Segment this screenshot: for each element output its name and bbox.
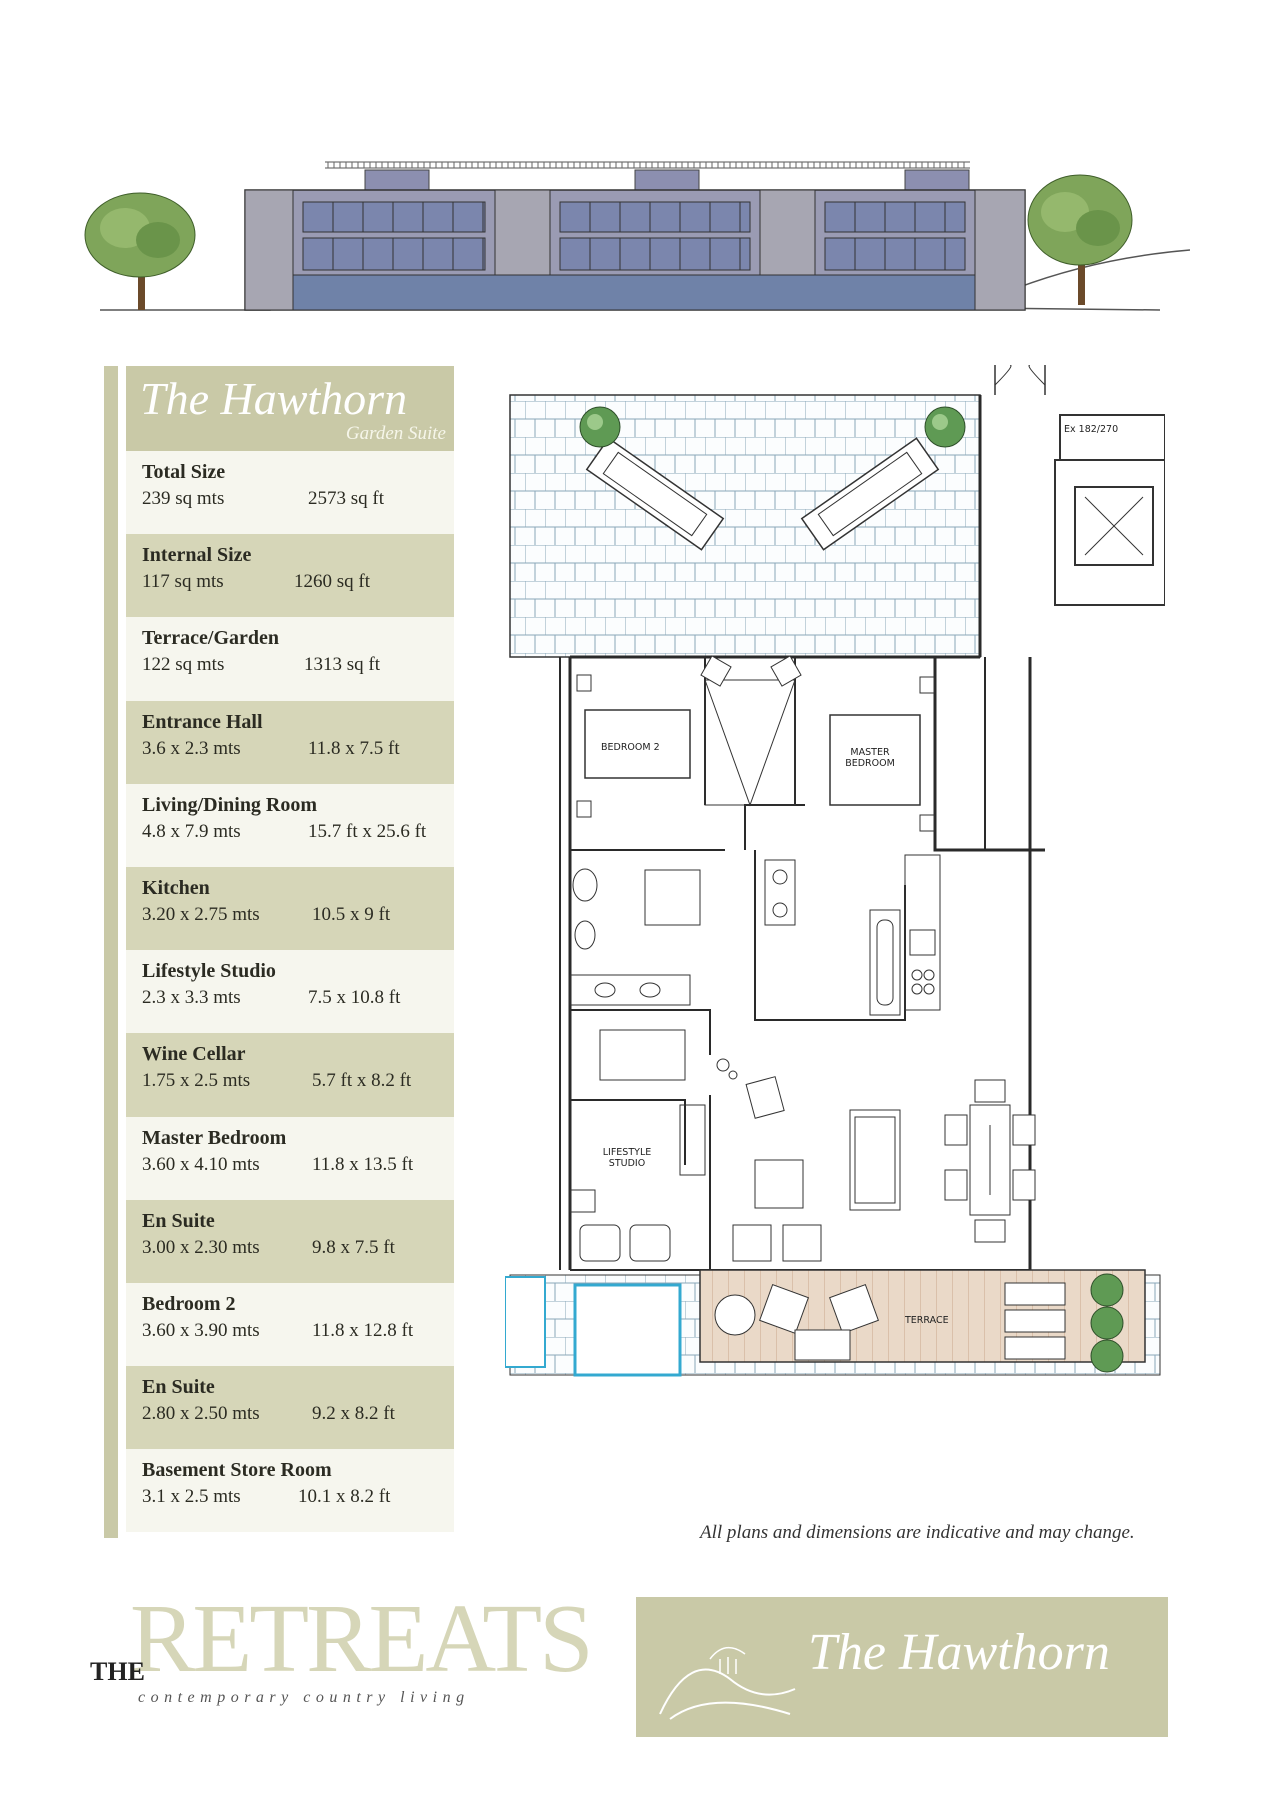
spec-label: Master Bedroom (142, 1126, 287, 1149)
spec-imperial: 5.7 ft x 8.2 ft (312, 1070, 412, 1092)
room-label-terrace: TERRACE (905, 1315, 949, 1326)
spec-imperial: 9.8 x 7.5 ft (312, 1236, 395, 1258)
plant-pot-icon (925, 407, 965, 447)
spec-metric: 1.75 x 2.5 mts (142, 1070, 251, 1092)
spec-metric: 3.60 x 3.90 mts (142, 1319, 260, 1341)
swan-emblem-icon (650, 1619, 800, 1729)
floor-plan-drawing (505, 365, 1165, 1500)
spec-row-kitchen (126, 867, 454, 950)
spec-imperial: 2573 sq ft (308, 488, 384, 509)
room-label-studio-line2: STUDIO (608, 1158, 646, 1169)
room-label-bedroom-2: BEDROOM 2 (601, 742, 660, 753)
spec-label: Basement Store Room (142, 1459, 332, 1482)
logo-prefix: THE (90, 1657, 145, 1686)
spec-imperial: 1313 sq ft (304, 654, 380, 676)
room-label-master-line2: BEDROOM (845, 758, 895, 769)
footer-banner (636, 1597, 1168, 1737)
spec-imperial: 7.5 x 10.8 ft (308, 987, 401, 1009)
spec-metric: 2.3 x 3.3 mts (142, 987, 241, 1009)
stair-core (995, 365, 1165, 605)
spec-metric: 3.20 x 2.75 mts (142, 903, 260, 925)
panel-subtitle: Garden Suite (345, 423, 446, 444)
spec-imperial: 10.5 x 9 ft (312, 903, 391, 925)
tree-left-icon (85, 193, 195, 310)
spec-list (126, 451, 454, 1532)
panel-accent-bar (104, 366, 118, 1538)
spec-imperial: 1260 sq ft (294, 571, 370, 593)
spec-metric: 239 sq mts (142, 488, 225, 509)
spec-label: Bedroom 2 (142, 1292, 236, 1315)
spec-imperial: 11.8 x 13.5 ft (312, 1153, 414, 1175)
kitchen-units (905, 855, 940, 1010)
spec-metric: 117 sq mts (142, 571, 224, 593)
garden-paving (510, 395, 980, 657)
plant-pot-icon (580, 407, 620, 447)
spec-row-bedroom-2 (126, 1283, 454, 1366)
logo-wordmark: RETREATS (130, 1585, 591, 1693)
spec-imperial: 11.8 x 12.8 ft (312, 1319, 414, 1341)
spec-row-total-size (126, 451, 454, 534)
dining-table-icon (945, 1080, 1035, 1242)
tree-right-icon (1028, 175, 1132, 305)
spec-row-living-dining-room (126, 784, 454, 867)
level-marker: Ex 182/270 (1064, 424, 1119, 435)
spec-label: Internal Size (142, 544, 252, 567)
spec-metric: 122 sq mts (142, 654, 225, 676)
spec-row-en-suite-master (126, 1200, 454, 1283)
room-label-studio-line1: LIFESTYLE (602, 1147, 652, 1158)
spec-metric: 3.60 x 4.10 mts (142, 1153, 260, 1175)
spec-row-master-bedroom (126, 1117, 454, 1200)
logo-tagline: contemporary country living (138, 1689, 470, 1706)
spec-label: Living/Dining Room (142, 793, 318, 816)
spec-metric: 3.00 x 2.30 mts (142, 1236, 260, 1258)
building-elevation-drawing (70, 150, 1190, 320)
spec-imperial: 9.2 x 8.2 ft (312, 1403, 395, 1425)
spec-label: Kitchen (142, 876, 210, 899)
spec-row-basement-store-room (126, 1449, 454, 1532)
spec-label: Lifestyle Studio (142, 960, 276, 983)
spec-label: En Suite (142, 1209, 215, 1232)
spec-row-lifestyle-studio (126, 950, 454, 1033)
spec-metric: 4.8 x 7.9 mts (142, 820, 241, 842)
spec-row-entrance-hall (126, 701, 454, 784)
spec-metric: 3.6 x 2.3 mts (142, 737, 241, 759)
specification-panel (104, 366, 454, 1538)
room-label-master-line1: MASTER (850, 747, 890, 758)
panel-header (126, 366, 454, 451)
hedge-plants-icon (1091, 1274, 1123, 1372)
spec-metric: 2.80 x 2.50 mts (142, 1403, 260, 1425)
spec-label: Wine Cellar (142, 1043, 246, 1066)
spec-label: Entrance Hall (142, 710, 263, 733)
panel-title: The Hawthorn (140, 373, 408, 424)
spec-label: En Suite (142, 1376, 215, 1399)
spec-imperial: 11.8 x 7.5 ft (308, 737, 400, 759)
disclaimer-text: All plans and dimensions are indicative and may change. (700, 1522, 1135, 1543)
banner-title: The Hawthorn (808, 1624, 1110, 1681)
bathroom-fixtures (570, 860, 900, 1015)
spec-metric: 3.1 x 2.5 mts (142, 1486, 241, 1508)
spec-row-internal-size (126, 534, 454, 617)
spec-label: Terrace/Garden (142, 627, 280, 650)
spec-imperial: 15.7 ft x 25.6 ft (308, 820, 427, 842)
spec-label: Total Size (142, 461, 226, 483)
spec-imperial: 10.1 x 8.2 ft (298, 1486, 391, 1508)
spec-row-en-suite-bedroom-2 (126, 1366, 454, 1449)
spec-row-terrace-garden (126, 617, 454, 700)
the-retreats-logo (90, 1585, 591, 1706)
spec-row-wine-cellar (126, 1033, 454, 1116)
